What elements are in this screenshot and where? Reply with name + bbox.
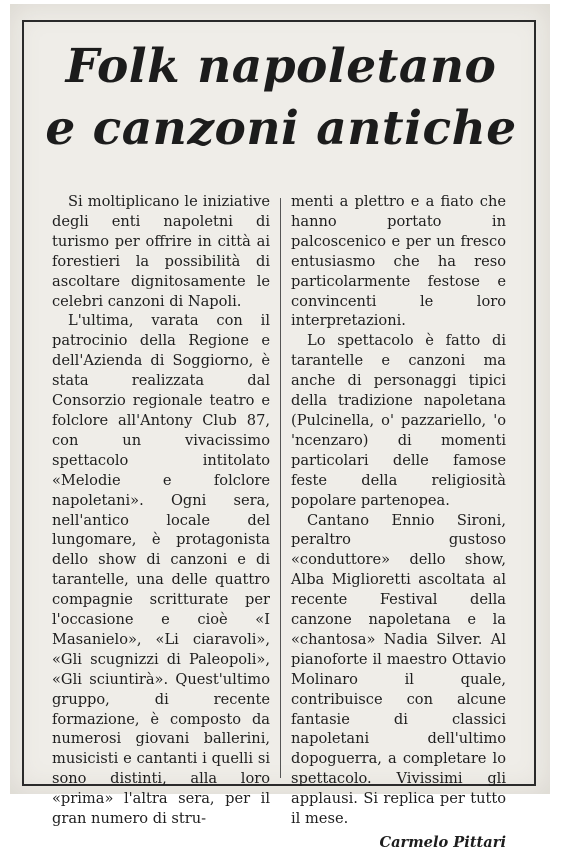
article-headline (0, 36, 562, 160)
article-column-left (52, 192, 270, 829)
paragraph: Lo spettacolo è fatto di tarantelle e canzoni ma anche di personaggi tipici della tradizione napoletana (Pulcinella, o' pazzariello, 'o 'ncenzaro) di momenti particolari delle famose feste della religiosità popolare partenopea. (291, 332, 506, 509)
paragraph: Si moltiplicano le iniziative degli enti napoletni di turismo per offrire in città ai forestieri la possibilità di ascoltare dignitosamente le celebri canzoni di Napoli. (52, 193, 270, 310)
paragraph: Cantano Ennio Sironi, peraltro gustoso «conduttore» dello show, Alba Miglioretti ascoltata al recente Festival della canzone napoletana e la «chantosa» Nadia Silver. Al pianoforte il maestro Ottavio Molinaro il quale, contribuisce con alcune fantasie di classici napoletani dell'ultimo dopoguerra, a completare lo spettacolo. Vivissimi gli applausi. Si replica per tutto il mese. (291, 511, 506, 828)
headline-line-2: e canzoni antiche (45, 101, 517, 156)
article-column-right (291, 192, 506, 853)
paragraph: L'ultima, varata con il patrocinio della Regione e dell'Azienda di Soggiorno, è stata realizzata dal Consorzio regionale teatro e folclore all'Antony Club 87, con un vivacissimo spettacolo intitolato «Melodie e folclore napoletani». Ogni sera, nell'antico locale del lungomare, è protagonista dello show di canzoni e di tarantelle, una delle quattro compagnie scritturate per l'occasione e cioè «I Masanielo», «Li ciaravoli», «Gli scugnizzi di Paleopoli», «Gli sciuntirà». Quest'ultimo gruppo, di recente formazione, è composto da numerosi giovani ballerini, musicisti e cantanti i quelli si sono distinti, alla loro «prima» l'altra sera, per il gran numero di stru- (52, 312, 270, 828)
headline-line-1: Folk napoletano (65, 39, 497, 94)
author-byline: Carmelo Pittari (379, 834, 506, 851)
paragraph: menti a plettro e a fiato che hanno portato in palcoscenico e per un fresco entusiasmo che ha reso particolarmente festose e convincenti le loro interpretazioni. (291, 193, 506, 330)
column-divider (280, 198, 281, 778)
